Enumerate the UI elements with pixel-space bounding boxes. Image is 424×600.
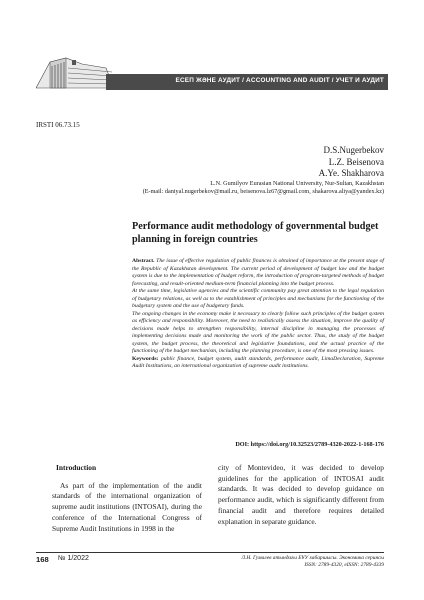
abstract-paragraph: The ongoing changes in the economy make it necessary to clearly follow such principles of the budget system as efficiency and responsibility. Moreover, the need to realistically assess the situation, improve the quality of decisions made helps to strengthen responsibility, internal discipline in managing the processes of implementing decisions made and monitoring the work of the public sector. Thus, the study of the budget system, the budget process, the theoretical and legislative foundations, and the actual practice of the functioning of the budget mechanism, including the planning procedure, is one of the most pressing issues. xyxy=(132,310,384,354)
abstract-label: Abstract. xyxy=(132,258,155,264)
doi-label: DOI: xyxy=(235,441,250,448)
author-name: D.S.Nugerbekov xyxy=(323,145,384,155)
keywords-label: Keywords: xyxy=(132,355,159,362)
paper-title: Performance audit methodology of governmental budget planning in foreign countries xyxy=(132,221,379,245)
journal-section-title: ЕСЕП ЖӘНЕ АУДИТ / ACCOUNTING AND AUDIT / УЧЕТ И АУДИТ xyxy=(175,77,384,84)
page-number: 168 xyxy=(36,555,49,564)
journal-name: Л.Н. Гумилев атындағы ЕҰУ хабаршысы. Экономика сериясы xyxy=(241,555,384,561)
abstract xyxy=(132,258,384,371)
author-name: L.Z. Beisenova xyxy=(328,156,384,167)
page-footer xyxy=(36,552,384,578)
journal-info xyxy=(241,555,384,569)
section-heading: Introduction xyxy=(56,463,97,472)
journal-issn: ISSN: 2789-4320, eISSN: 2789-4339 xyxy=(304,562,384,569)
affiliation-emails: (E-mail: daniyal.nugerbekov@mail.ru, beisenova.lz67@gmail.com, shakarova.aliya@yandex.kz) xyxy=(142,187,384,195)
affiliation xyxy=(143,180,384,195)
abstract-paragraph: The issue of effective regulation of public finances is obtained of importance at the present stage of the Republic of Kazakhstan development. The current period of development of budget law and the budget system is due to the implementation of budget reform, the introduction of program-targeted methods of budget forecasting, and result-oriented medium-term financial planning into the budget process. xyxy=(132,258,385,287)
doi xyxy=(235,441,384,448)
affiliation-university: L.N. Gumilyov Eurasian National University, Nur-Sultan, Kazakhstan xyxy=(210,180,384,187)
issue-number: № 1/2022 xyxy=(58,555,89,562)
body-column-left xyxy=(52,463,202,534)
body-paragraph: city of Montevideo, it was decided to develop guidelines for the application of INTOSAI audit standards. It was decided to develop guidance on performance audit, which is significantly different from financial audit and therefore requires detailed explanation in separate guidance. xyxy=(218,463,384,526)
body-column-right xyxy=(218,463,384,527)
journal-header xyxy=(0,48,424,92)
author-name: A.Ye. Shakharova xyxy=(318,168,384,178)
building-logo-icon xyxy=(36,54,116,90)
abstract-paragraph: At the same time, legislative agencies and the scientific community pay great attention to the legal regulation of budgetary relations, as well as to the establishment of principles and mechanisms for the functioning of the budgetary system and the use of budgetary funds. xyxy=(132,288,384,309)
author-list xyxy=(319,145,384,180)
keywords: public finance, budget system, audit standards, performance audit, LimaDeclaration, Supreme Audit Institutions, an international organization of supreme audit institutions. xyxy=(132,355,385,369)
footer-divider xyxy=(36,552,384,553)
doi-link[interactable]: https://doi.org/10.32523/2789-4320-2022-1-168-176 xyxy=(250,441,384,448)
body-paragraph: As part of the implementation of the audit standards of the international organization of supreme audit institutions (INTOSAI), during the conference of the International Congress of Supreme Audit Institutions in 1998 in the xyxy=(52,480,202,533)
irsti-code: IRSTI 06.73.15 xyxy=(36,121,80,129)
